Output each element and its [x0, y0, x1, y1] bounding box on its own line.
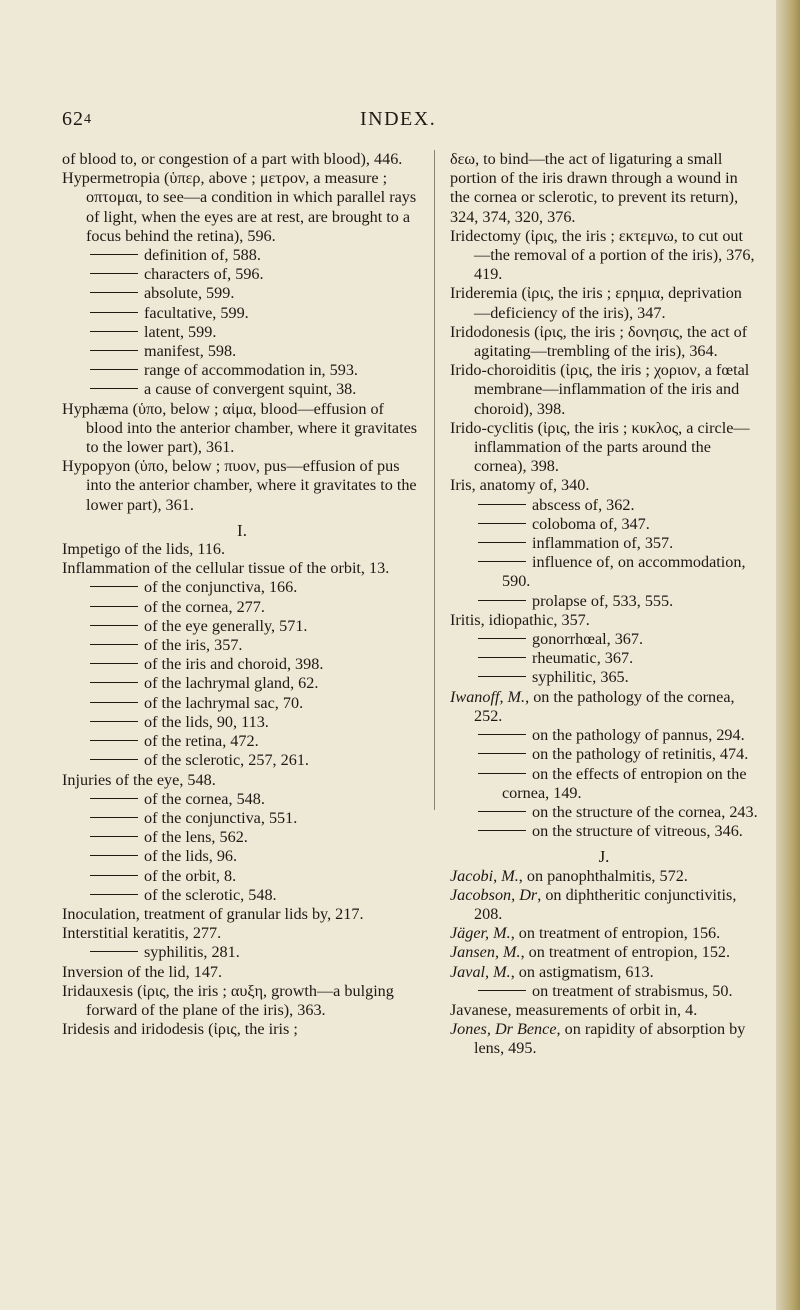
index-subentry	[62, 304, 422, 323]
index-entry	[450, 886, 758, 924]
ditto-dash	[478, 561, 526, 562]
subentry-text: on the pathology of retinitis, 474.	[532, 745, 749, 764]
subentry-text: of the conjunctiva, 551.	[144, 808, 298, 827]
entry-heading: Inversion	[62, 962, 124, 981]
index-subentry	[450, 726, 758, 745]
entry-heading: Jones, Dr Bence	[450, 1020, 557, 1039]
index-subentry	[450, 592, 758, 611]
entry-text: of the lids, 116.	[120, 540, 226, 559]
entry-heading: Hypermetropia	[62, 169, 160, 188]
ditto-dash	[478, 734, 526, 735]
entry-heading: Iwanoff, M.	[450, 687, 526, 706]
entry-heading: Iridodonesis	[450, 322, 531, 341]
index-entry	[62, 540, 422, 559]
index-subentry	[62, 655, 422, 674]
subentry-text: of the cornea, 548.	[144, 789, 265, 808]
entry-text: (ἰρις, the iris ;	[204, 1020, 298, 1039]
entry-text: (ἰρις, the iris ; ερημια, deprivation—deficiency of the iris), 347.	[474, 284, 742, 322]
index-entry	[450, 419, 758, 477]
index-entry	[450, 476, 758, 495]
index-entry	[450, 323, 758, 361]
entry-heading: Iridectomy	[450, 226, 522, 245]
subentry-text: of the cornea, 277.	[144, 597, 265, 616]
entry-heading: Jacobson, Dr	[450, 885, 538, 904]
index-entry	[450, 284, 758, 322]
index-entry	[62, 963, 422, 982]
subentry-text: on the pathology of pannus, 294.	[532, 726, 745, 745]
entry-heading: Hyphæma	[62, 399, 129, 418]
index-subentry	[62, 380, 422, 399]
ditto-dash	[90, 292, 138, 293]
index-subentry	[450, 630, 758, 649]
ditto-dash	[90, 644, 138, 645]
index-entry	[450, 361, 758, 419]
ditto-dash	[478, 676, 526, 677]
index-subentry	[450, 765, 758, 803]
entry-text: (ἰρις, the iris ; αυξη, growth—a bulging forward of the plane of the iris), 363.	[86, 981, 394, 1019]
ditto-dash	[90, 894, 138, 895]
index-entry	[62, 982, 422, 1020]
index-entry	[450, 1020, 758, 1058]
entry-text: , idiopathic, 357.	[480, 610, 590, 629]
index-entry	[450, 943, 758, 962]
entry-text: , on treatment of entropion, 156.	[510, 924, 721, 943]
ditto-dash	[90, 663, 138, 664]
ditto-dash	[90, 951, 138, 952]
index-subentry	[62, 636, 422, 655]
index-subentry	[62, 751, 422, 770]
subentry-text: gonorrhœal, 367.	[532, 630, 644, 649]
ditto-dash	[90, 759, 138, 760]
subentry-text: of the lens, 562.	[144, 828, 248, 847]
index-subentry	[62, 847, 422, 866]
entry-text: , on diphtheritic conjunctivitis, 208.	[474, 885, 737, 923]
index-subentry	[62, 694, 422, 713]
index-subentry	[450, 496, 758, 515]
ditto-dash	[90, 798, 138, 799]
page-edge	[776, 0, 800, 1310]
index-subentry	[450, 668, 758, 687]
subentry-text: influence of, on accommodation, 590.	[502, 553, 746, 591]
subentry-text: definition of, 588.	[144, 246, 261, 265]
entry-heading: Javanese	[450, 1000, 508, 1019]
entry-heading: Irideremia	[450, 284, 518, 303]
ditto-dash	[478, 600, 526, 601]
entry-text: (ἰρις, the iris ; χοριον, a fœtal membrane—inflammation of the iris and choroid), 398.	[474, 361, 750, 418]
subentry-text: syphilitic, 365.	[532, 668, 629, 687]
index-subentry	[450, 553, 758, 591]
index-entry	[62, 1020, 422, 1039]
ditto-dash	[90, 817, 138, 818]
subentry-text: of the iris and choroid, 398.	[144, 655, 324, 674]
index-entry	[450, 227, 758, 285]
ditto-dash	[90, 855, 138, 856]
entry-text: (ἰρις, the iris ; δονησις, the act of agitating—trembling of the iris), 364.	[474, 322, 748, 361]
subentry-text: on the structure of vitreous, 346.	[532, 822, 743, 841]
entry-text: (ἰρις, the iris ; κυκλος, a circle—inflammation of the parts around the cornea), 398.	[474, 418, 750, 476]
subentry-text: on the structure of the cornea, 243.	[532, 802, 758, 821]
index-entry	[62, 559, 422, 578]
continued-text: δεω, to bind—the act of ligaturing a small portion of the iris drawn through a wound in the cornea or sclerotic, to prevent its return), 324, 374, 320, 376.	[450, 150, 739, 226]
index-subentry	[62, 943, 422, 962]
entry-heading: Javal, M.	[450, 962, 511, 981]
index-entry	[62, 457, 422, 515]
page-header	[0, 108, 776, 138]
entry-heading: Irido-cyclitis	[450, 418, 534, 437]
entry-text: of the cellular tissue of the orbit, 13.	[150, 559, 390, 578]
index-subentry	[450, 745, 758, 764]
index-entry	[62, 924, 422, 943]
index-subentry	[62, 790, 422, 809]
subentry-text: of the lachrymal sac, 70.	[144, 693, 304, 712]
entry-heading: Inflammation	[62, 559, 151, 578]
entry-text: of the eye, 548.	[111, 770, 216, 789]
ditto-dash	[478, 990, 526, 991]
subentry-text: coloboma of, 347.	[532, 514, 650, 533]
index-subentry	[62, 886, 422, 905]
entry-text: , 277.	[184, 924, 222, 943]
ditto-dash	[90, 682, 138, 683]
index-entry	[62, 771, 422, 790]
entry-text: (ἰρις, the iris ; εκτεμνω, to cut out—the removal of a portion of the iris), 376, 419.	[474, 226, 755, 284]
entry-heading: Impetigo	[62, 540, 121, 559]
index-subentry	[62, 867, 422, 886]
ditto-dash	[478, 830, 526, 831]
index-subentry	[62, 265, 422, 284]
ditto-dash	[90, 369, 138, 370]
entry-heading: Iridauxesis	[62, 981, 134, 1000]
subentry-text: range of accommodation in, 593.	[144, 361, 358, 380]
entry-text: , on astigmatism, 613.	[510, 962, 654, 981]
entry-text: , on rapidity of absorption by lens, 495.	[474, 1020, 746, 1058]
column-divider	[434, 150, 435, 810]
subentry-text: of the lachrymal gland, 62.	[144, 674, 319, 693]
index-entry	[62, 905, 422, 924]
ditto-dash	[90, 388, 138, 389]
ditto-dash	[478, 523, 526, 524]
index-entry	[450, 924, 758, 943]
entry-heading: Jacobi, M.	[450, 866, 519, 885]
entry-heading: Iridesis and iridodesis	[62, 1020, 205, 1039]
page-number: 624	[62, 108, 92, 130]
entry-heading: Inoculation	[62, 904, 136, 923]
ditto-dash	[90, 350, 138, 351]
subentry-text: inflammation of, 357.	[532, 534, 674, 553]
index-entry	[62, 400, 422, 458]
subentry-text: of the conjunctiva, 166.	[144, 578, 298, 597]
entry-heading: Interstitial keratitis	[62, 924, 185, 943]
index-subentry	[62, 809, 422, 828]
subentry-text: facultative, 599.	[144, 303, 249, 322]
ditto-dash	[478, 773, 526, 774]
subentry-text: syphilitis, 281.	[144, 943, 240, 962]
index-entry	[450, 1001, 758, 1020]
entry-text: (ὑπο, below ; αἱμα, blood—effusion of blood into the anterior chamber, where it gravitates to the lower part), 361.	[86, 399, 418, 457]
subentry-text: rheumatic, 367.	[532, 649, 634, 668]
subentry-text: of the sclerotic, 257, 261.	[144, 751, 309, 770]
index-subentry	[450, 982, 758, 1001]
subentry-text: characters of, 596.	[144, 265, 264, 284]
ditto-dash	[90, 836, 138, 837]
index-subentry	[62, 323, 422, 342]
ditto-dash	[90, 273, 138, 274]
index-subentry	[450, 534, 758, 553]
index-entry	[450, 688, 758, 726]
index-subentry	[450, 649, 758, 668]
entry-heading: Jansen, M.	[450, 943, 521, 962]
entry-text: , treatment of granular lids by, 217.	[135, 904, 364, 923]
ditto-dash	[478, 542, 526, 543]
ditto-dash	[478, 638, 526, 639]
subentry-text: absolute, 599.	[144, 284, 235, 303]
entry-text: , on panophthalmitis, 572.	[518, 866, 688, 885]
subentry-text: of the eye generally, 571.	[144, 616, 308, 635]
index-subentry	[62, 361, 422, 380]
index-entry	[450, 611, 758, 630]
index-entry	[62, 169, 422, 246]
entry-text: , on treatment of entropion, 152.	[520, 943, 731, 962]
ditto-dash	[90, 702, 138, 703]
subentry-text: of the sclerotic, 548.	[144, 885, 277, 904]
index-subentry	[450, 515, 758, 534]
ditto-dash	[478, 753, 526, 754]
index-subentry	[62, 713, 422, 732]
ditto-dash	[90, 586, 138, 587]
entry-heading: Irido-choroiditis	[450, 361, 557, 380]
ditto-dash	[90, 625, 138, 626]
subentry-text: manifest, 598.	[144, 342, 237, 361]
subentry-text: abscess of, 362.	[532, 495, 635, 514]
entry-heading: Injuries	[62, 770, 112, 789]
index-subentry	[62, 617, 422, 636]
subentry-text: latent, 599.	[144, 322, 217, 341]
ditto-dash	[90, 721, 138, 722]
index-entry	[450, 867, 758, 886]
subentry-text: a cause of convergent squint, 38.	[144, 380, 357, 399]
section-letter: J.	[598, 847, 610, 867]
index-subentry	[62, 578, 422, 597]
entry-text: , on the pathology of the cornea, 252.	[474, 687, 735, 725]
subentry-text: of the lids, 90, 113.	[144, 712, 269, 731]
index-subentry	[450, 822, 758, 841]
entry-text: of the lid, 147.	[123, 962, 223, 981]
subentry-text: of the iris, 357.	[144, 636, 243, 655]
ditto-dash	[90, 606, 138, 607]
entry-heading: Hypopyon	[62, 457, 131, 476]
page-title: INDEX.	[360, 108, 437, 130]
ditto-dash	[478, 657, 526, 658]
section-letter: I.	[237, 520, 247, 540]
entry-heading: Jäger, M.	[450, 924, 511, 943]
subentry-text: of the orbit, 8.	[144, 866, 237, 885]
left-column	[62, 150, 422, 1039]
ditto-dash	[90, 740, 138, 741]
subentry-text: prolapse of, 533, 555.	[532, 591, 674, 610]
entry-text: , anatomy of, 340.	[471, 476, 590, 495]
ditto-dash	[90, 254, 138, 255]
entry-text: , measurements of orbit in, 4.	[507, 1000, 698, 1019]
subentry-text: on treatment of strabismus, 50.	[532, 981, 733, 1000]
index-subentry	[62, 342, 422, 361]
ditto-dash	[90, 875, 138, 876]
index-subentry	[62, 674, 422, 693]
index-subentry	[62, 598, 422, 617]
subentry-text: of the retina, 472.	[144, 732, 259, 751]
ditto-dash	[90, 312, 138, 313]
subentry-text: on the effects of entropion on the cornea, 149.	[502, 764, 747, 802]
ditto-dash	[478, 811, 526, 812]
entry-text: (ὑπερ, above ; μετρον, a measure ; οπτομαι, to see—a condition in which parallel rays of light, when the eyes are at rest, are brought to a focus behind the retina), 596.	[86, 169, 417, 245]
entry-heading: Iris	[450, 476, 472, 495]
entry-heading: Iritis	[450, 610, 481, 629]
index-entry	[450, 963, 758, 982]
entry-text: (ὑπο, below ; πυον, pus—effusion of pus into the anterior chamber, where it gravitates to the lower part), 361.	[86, 457, 417, 514]
right-column	[450, 150, 758, 1059]
index-subentry	[62, 828, 422, 847]
index-subentry	[62, 732, 422, 751]
subentry-text: of the lids, 96.	[144, 847, 238, 866]
ditto-dash	[478, 504, 526, 505]
index-subentry	[62, 246, 422, 265]
index-subentry	[450, 803, 758, 822]
continued-text: of blood to, or congestion of a part with blood), 446.	[62, 150, 403, 168]
ditto-dash	[90, 331, 138, 332]
index-subentry	[62, 284, 422, 303]
